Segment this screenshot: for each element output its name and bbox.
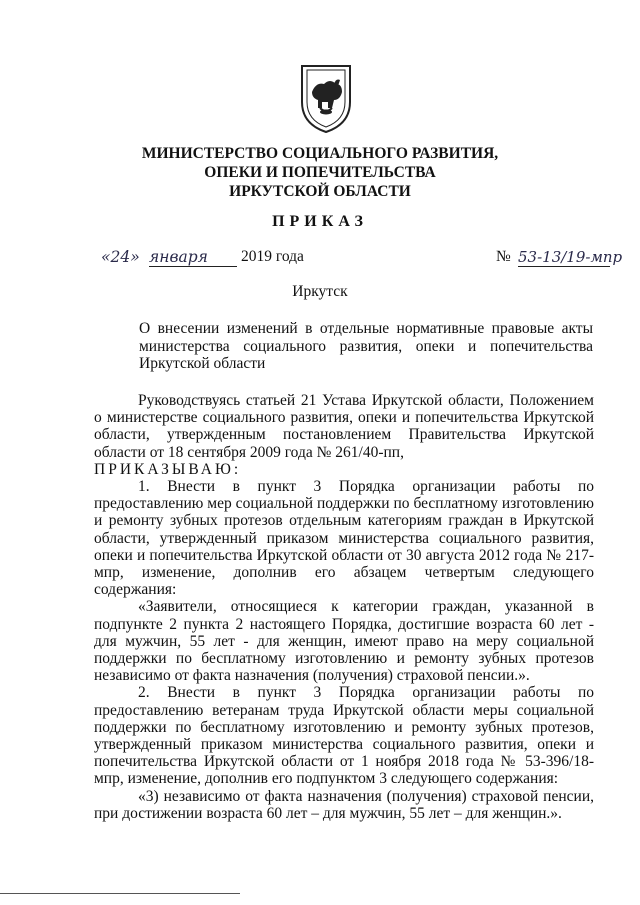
ministry-line-1: МИНИСТЕРСТВО СОЦИАЛЬНОГО РАЗВИТИЯ, <box>141 145 499 162</box>
city: Иркутск <box>292 283 348 300</box>
number-sign: № <box>496 248 511 265</box>
order-number: 53-13/19-мпр <box>518 248 623 266</box>
coat-of-arms-icon <box>298 62 354 134</box>
date-underline <box>149 266 237 267</box>
date-month: января <box>149 248 208 266</box>
order-subject: О внесении изменений в отдельные нормативные правовые акты министерства социального развития, опеки и попечительства Иркутской области <box>139 320 593 372</box>
date-day: «24» <box>101 248 140 266</box>
footer-divider <box>0 893 240 894</box>
date-year: 2019 года <box>241 248 304 265</box>
order-title: ПРИКАЗ <box>272 213 368 230</box>
ministry-line-3: ИРКУТСКОЙ ОБЛАСТИ <box>229 183 411 200</box>
item-2: 2. Внести в пункт 3 Порядка организации работы по предоставлению ветеранам труда Иркутской области меры социальной поддержки по бесплатному изготовлению и ремонту зубных протезов, утвержденный приказом министерства социального развития, опеки и попечительства Иркутской области от 1 ноября 2018 года № 53-396/18-мпр, изменение, дополнив его подпунктом 3 следующего содержания: <box>94 684 594 788</box>
order-body <box>94 392 594 822</box>
item-1-quote: «Заявители, относящиеся к категории граждан, указанной в подпункте 2 пункта 2 настоящего Порядка, достигшие возраста 60 лет - для мужчин, 55 лет - для женщин, имеют право на меру социальной поддержки по бесплатному изготовлению и ремонту зубных протезов независимо от факта назначения (получения) страховой пенсии.». <box>94 598 594 685</box>
preamble: Руководствуясь статьей 21 Устава Иркутской области, Положением о министерстве социального развития, опеки и попечительства Иркутской области, утвержденным постановлением Правительства Иркутской области от 18 сентября 2009 года № 261/40-пп, <box>94 392 594 461</box>
item-2-quote: «3) независимо от факта назначения (получения) страховой пенсии, при достижении возраста 60 лет – для мужчин, 55 лет – для женщин.». <box>94 787 594 822</box>
item-1: 1. Внести в пункт 3 Порядка организации работы по предоставлению мер социальной поддержки по бесплатному изготовлению и ремонту зубных протезов отдельным категориям граждан в Иркутской области, утвержденный приказом министерства социального развития, опеки и попечительства Иркутской области от 30 августа 2012 года № 217-мпр, изменение, дополнив его абзацем четвертым следующего содержания: <box>94 478 594 599</box>
command-word: ПРИКАЗЫВАЮ: <box>94 460 242 478</box>
ministry-line-2: ОПЕКИ И ПОПЕЧИТЕЛЬСТВА <box>204 164 436 181</box>
